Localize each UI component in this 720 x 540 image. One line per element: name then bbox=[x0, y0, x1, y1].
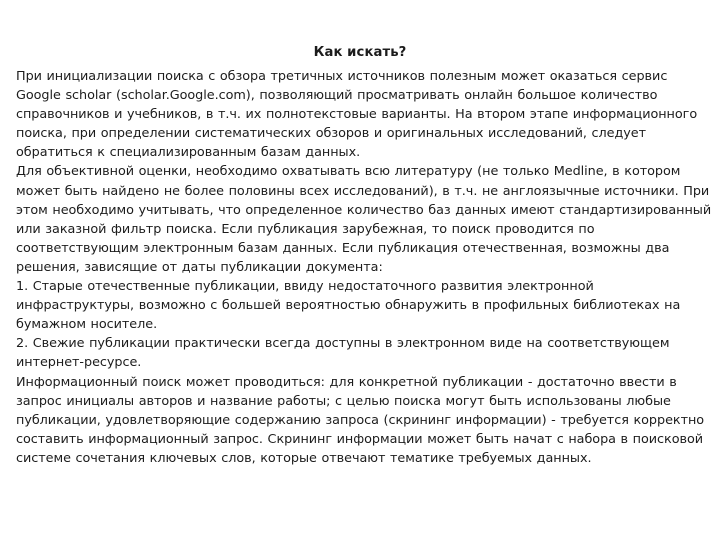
paragraph-fresh-publications: 2. Свежие публикации практически всегда доступны в электронном виде на соответствующем интернет-ресурсе. bbox=[16, 336, 670, 371]
slide-title: Как искать? bbox=[313, 45, 407, 60]
paragraph-information-search: Информационный поиск может проводиться: для конкретной публикации - достаточно ввести в запрос инициалы авторов и название работы; с целью поиска могут быть использованы любые публикации, удовлетворяющие содержанию запроса (скрининг информации) - требуется корректно составить информационный запрос. Скрининг информации может быть начат с набора в поисковой системе сочетания ключевых слов, которые отвечают тематике требуемых данных. bbox=[16, 374, 705, 466]
paragraph-google-scholar: При инициализации поиска с обзора третичных источников полезным может оказаться сервис Google scholar (scholar.Google.com), позволяющий просматривать онлайн большое количество справочников и учебников, в т.ч. их полнотекстовые варианты. На втором этапе информационного поиска, при определении систематических обзоров и оригинальных исследований, следует обратиться к специализированным базам данных. bbox=[16, 69, 698, 161]
paragraph-old-publications: 1. Старые отечественные публикации, ввиду недостаточного развития электронной инфраструктуры, возможно с большей вероятностью обнаружить в профильных библиотеках на бумажном носителе. bbox=[16, 279, 681, 333]
paragraph-objective-evaluation: Для объективной оценки, необходимо охватывать всю литературу (не только Medline, в котором может быть найдено не более половины всех исследований), в т.ч. не англоязычные источники. При этом необходимо учитывать, что определенное количество баз данных имеют стандартизированный или заказной фильтр поиска. Если публикация зарубежная, то поиск проводится по соответствующим электронным базам данных. Если публикация отечественная, возможны два решения, зависящие от даты публикации документа: bbox=[16, 164, 712, 275]
slide-body bbox=[16, 67, 716, 468]
